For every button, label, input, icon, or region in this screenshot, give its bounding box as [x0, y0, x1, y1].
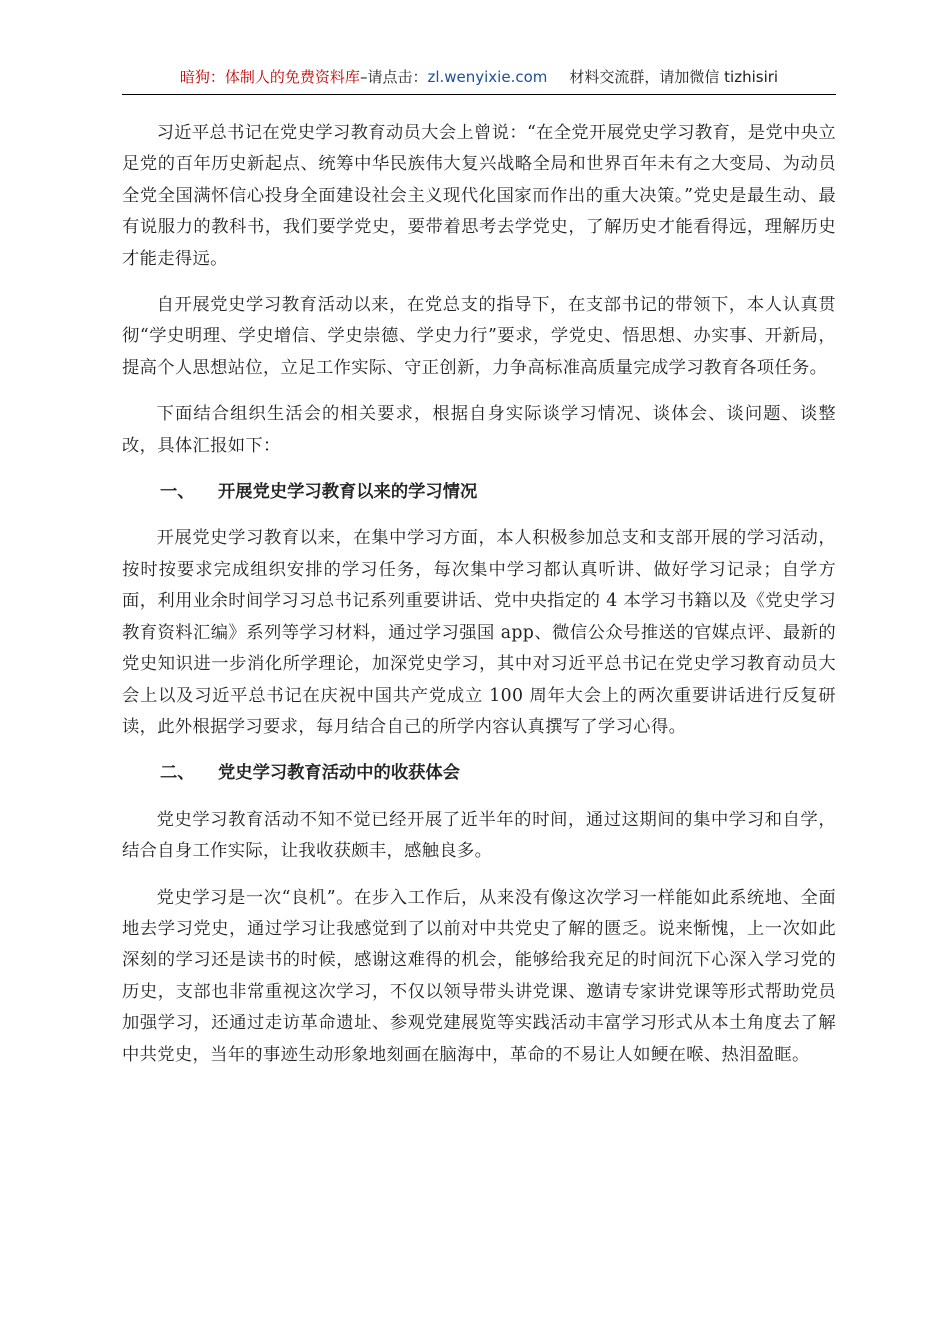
header-click-prompt: –请点击： — [359, 68, 428, 86]
paragraph-report-outline: 下面结合组织生活会的相关要求，根据自身实际谈学习情况、谈体会、谈问题、谈整改，具体汇报如下： — [122, 404, 836, 456]
paragraph-opportunity: 党史学习是一次“良机”。在步入工作后，从来没有像这次学习一样能如此系统地、全面地去学习党史，通过学习让我感觉到了以前对中共党史了解的匮乏。说来惭愧，上一次如此深刻的学习还是读书的时候，感谢这难得的机会，能够给我充足的时间沉下心深入学习党的历史，支部也非常重视这次学习，不仅以领导带头讲党课、邀请专家讲党课等形式帮助党员加强学习，还通过走访革命遗址、参观党建展览等实践活动丰富学习形式从本土角度去了解中共党史，当年的事迹生动形象地刻画在脑海中，革命的不易让人如鲠在喉、热泪盈眶。 — [122, 887, 836, 1065]
paragraph-activity-overview: 自开展党史学习教育活动以来，在党总支的指导下，在支部书记的带领下，本人认真贯彻“学史明理、学史增信、学史崇德、学史力行”要求，学党史、悟思想、办实事、开新局，提高个人思想站位，立足工作实际、守正创新，力争高标准高质量完成学习教育各项任务。 — [122, 295, 836, 378]
header-link[interactable]: zl.wenyixie.com — [427, 68, 548, 86]
header-wechat-note: 材料交流群，请加微信 tizhisiri — [569, 68, 779, 86]
paragraph-study-situation: 开展党史学习教育以来，在集中学习方面，本人积极参加总支和支部开展的学习活动，按时按要求完成组织安排的学习任务，每次集中学习都认真听讲、做好学习记录；自学方面，利用业余时间学习习总书记系列重要讲话、党中央指定的 4 本学习书籍以及《党史学习教育资料汇编》系列等学习材料，通过学习强国 app、微信公众号推送的官媒点评、最新的党史知识进一步消化所学理论，加深党史学习，其中对习近平总书记在党史学习教育动员大会上以及习近平总书记在庆祝中国共产党成立 100 周年大会上的两次重要讲话进行反复研读，此外根据学习要求，每月结合自己的所学内容认真撰写了学习心得。 — [122, 528, 836, 737]
section-number-1: 一、 — [160, 482, 195, 503]
header-site-name: 暗狗：体制人的免费资料库 — [179, 68, 360, 86]
section-title-2: 党史学习教育活动中的收获体会 — [218, 763, 460, 784]
document-body — [122, 118, 836, 1086]
section-number-2: 二、 — [160, 763, 195, 784]
paragraph-intro-quote: 习近平总书记在党史学习教育动员大会上曾说：“在全党开展党史学习教育，是党中央立足党的百年历史新起点、统筹中华民族伟大复兴战略全局和世界百年未有之大变局、为动员全党全国满怀信心投身全面建设社会主义现代化国家而作出的重大决策。”党史是最生动、最有说服力的教科书，我们要学党史，要带着思考去学党史，了解历史才能看得远，理解历史才能走得远。 — [122, 123, 836, 269]
page-header — [122, 66, 836, 95]
paragraph-gains-intro: 党史学习教育活动不知不觉已经开展了近半年的时间，通过这期间的集中学习和自学，结合自身工作实际，让我收获颇丰，感触良多。 — [122, 809, 836, 862]
section-heading-1 — [122, 477, 836, 508]
section-heading-2 — [122, 758, 836, 789]
section-title-1: 开展党史学习教育以来的学习情况 — [218, 482, 478, 503]
